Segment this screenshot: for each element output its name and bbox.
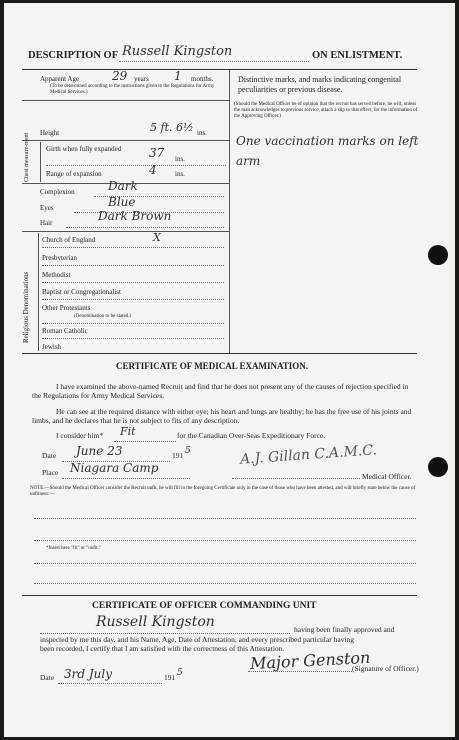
age-years: 29 bbox=[112, 69, 128, 83]
medical-para-2: He can see at the required distance with either eye; his heart and lungs are healthy; he has the free use of his joints and limbs, and he declares that he is not subject to fits of any description. bbox=[32, 407, 412, 425]
commanding-signature-line bbox=[248, 671, 352, 672]
marks-note: (Should the Medical Officer be of opinion that the recruit has served before, he will, unless the man acknowledges to previous service, attach a slip to that effect, for the information of the Approving Officer.) bbox=[234, 102, 418, 119]
section-rule-2 bbox=[22, 595, 417, 596]
complexion-label: Complexion bbox=[40, 188, 75, 196]
religion-item-label: Baptist or Congregationalist bbox=[42, 288, 121, 296]
commanding-signature-label: (Signature of Officer.) bbox=[352, 664, 419, 673]
commanding-date-line bbox=[58, 683, 162, 684]
unfit-line bbox=[34, 563, 416, 564]
religion-item-label: Church of England bbox=[42, 236, 96, 244]
consider-value: Fit bbox=[120, 425, 136, 438]
medical-year-prefix: 191 bbox=[172, 451, 184, 460]
expansion-label: Range of expansion bbox=[46, 170, 102, 178]
commanding-line3: been recorded, I certify that I am satisfied with the correctness of this Attestation. bbox=[40, 644, 285, 653]
complexion-value: Dark bbox=[108, 179, 138, 193]
consider-line bbox=[114, 441, 176, 442]
height-unit: ins. bbox=[197, 129, 207, 137]
expansion-unit: ins. bbox=[175, 170, 185, 178]
unfit-line bbox=[34, 540, 416, 541]
unfit-line bbox=[34, 518, 416, 519]
punch-hole bbox=[428, 245, 448, 265]
consider-prefix: I consider him* bbox=[56, 431, 104, 440]
expansion-value: 4 bbox=[149, 163, 157, 177]
commanding-title: CERTIFICATE OF OFFICER COMMANDING UNIT bbox=[92, 601, 317, 611]
consider-suffix: for the Canadian Over-Seas Expeditionary Force. bbox=[177, 431, 326, 440]
medical-year-value: 5 bbox=[185, 446, 191, 456]
commanding-year-value: 5 bbox=[177, 668, 183, 678]
medical-place-label: Place bbox=[42, 468, 59, 477]
medical-officer-label: Medical Officer. bbox=[362, 472, 412, 481]
religion-line bbox=[42, 338, 224, 339]
religion-item-label: Other Protestants bbox=[42, 304, 91, 312]
hair-value: Dark Brown bbox=[98, 209, 172, 223]
commanding-name: Russell Kingston bbox=[96, 614, 215, 630]
medical-place-value: Niagara Camp bbox=[70, 461, 159, 475]
hair-rule bbox=[22, 231, 229, 232]
medical-date-value: June 23 bbox=[76, 444, 123, 458]
hair-label: Hair bbox=[40, 219, 53, 227]
girth-value: 37 bbox=[149, 146, 165, 160]
recruit-name: Russell Kingston bbox=[122, 44, 233, 59]
girth-line bbox=[46, 165, 226, 166]
years-label: years bbox=[134, 75, 149, 83]
header-rule bbox=[22, 69, 417, 70]
religion-item-label: Roman Catholic bbox=[42, 327, 88, 335]
commanding-date-value: 3rd July bbox=[64, 667, 113, 681]
medical-title: CERTIFICATE OF MEDICAL EXAMINATION. bbox=[116, 361, 309, 371]
religion-line bbox=[42, 247, 224, 248]
medical-place-line bbox=[62, 478, 190, 479]
girth-label: Girth when fully expanded bbox=[46, 145, 122, 153]
religion-line bbox=[42, 282, 224, 283]
column-divider bbox=[229, 70, 230, 353]
title-right: ON ENLISTMENT. bbox=[312, 50, 403, 61]
religion-bracket bbox=[38, 233, 39, 351]
title-left: DESCRIPTION OF bbox=[28, 50, 119, 61]
hair-line bbox=[66, 227, 224, 228]
medical-officer-signature: A.J. Gillan C.A.M.C. bbox=[239, 442, 378, 468]
punch-hole bbox=[428, 457, 448, 477]
religion-line bbox=[42, 265, 224, 266]
months-label: months. bbox=[191, 75, 214, 83]
girth-unit: ins. bbox=[175, 155, 185, 163]
age-months: 1 bbox=[174, 69, 182, 83]
chest-label: Chest measure-ment bbox=[24, 132, 30, 182]
commanding-date-label: Date bbox=[40, 673, 55, 682]
religion-line bbox=[42, 299, 224, 300]
religion-item-note: (Denomination to be stated.) bbox=[74, 314, 132, 319]
section-rule bbox=[22, 353, 417, 354]
unfit-note: NOTE.—Should the Medical Officer consider the Recruit unfit, he will fill in the foregoing Certificate only in the case of those who have been attested, and will briefly state below the cause of unfitness:— bbox=[30, 486, 416, 497]
eyes-value: Blue bbox=[108, 195, 136, 209]
religion-item-label: Presbyterian bbox=[42, 254, 77, 262]
age-rule bbox=[22, 100, 229, 101]
commanding-line2: inspected by me this day, and his Name, Age, Date of Attestation, and every prescribed particular having bbox=[40, 635, 355, 644]
height-rule bbox=[22, 140, 229, 141]
unfit-line bbox=[34, 583, 416, 584]
marks-heading: Distinctive marks, and marks indicating congenital peculiarities or previous disease. bbox=[238, 75, 402, 94]
height-label: Height bbox=[40, 129, 60, 137]
medical-officer-line bbox=[232, 478, 360, 479]
apparent-age-label: Apparent Age bbox=[40, 75, 80, 83]
religion-item-label: Methodist bbox=[42, 271, 71, 279]
commanding-line1-suffix: having been finally approved and bbox=[294, 625, 395, 634]
commanding-year-prefix: 191 bbox=[164, 673, 176, 682]
religion-side-label: Religious Denominations bbox=[22, 271, 30, 343]
religion-item-mark: X bbox=[153, 231, 161, 244]
age-note: (To be determined according to the instructions given in the Regulations for Army Medical Services.) bbox=[50, 84, 215, 95]
medical-date-label: Date bbox=[42, 451, 57, 460]
enlistment-form-page bbox=[4, 3, 455, 737]
eyes-label: Eyes bbox=[40, 204, 54, 212]
religion-line bbox=[42, 323, 224, 324]
height-value: 5 ft. 6½ bbox=[150, 121, 194, 134]
chest-bracket bbox=[40, 142, 41, 182]
commanding-signature: Major Genston bbox=[249, 647, 371, 674]
medical-para-1: I have examined the above-named Recruit and find that he does not present any of the causes of rejection specified in the Regulations for Army Medical Services. bbox=[32, 382, 409, 400]
marks-value: One vaccination marks on left arm bbox=[236, 134, 419, 168]
commanding-name-line bbox=[40, 633, 290, 634]
name-line bbox=[119, 61, 309, 62]
religion-item-label: Jewish bbox=[42, 343, 62, 351]
insert-note: *Insert here "fit" or "unfit." bbox=[46, 546, 101, 551]
